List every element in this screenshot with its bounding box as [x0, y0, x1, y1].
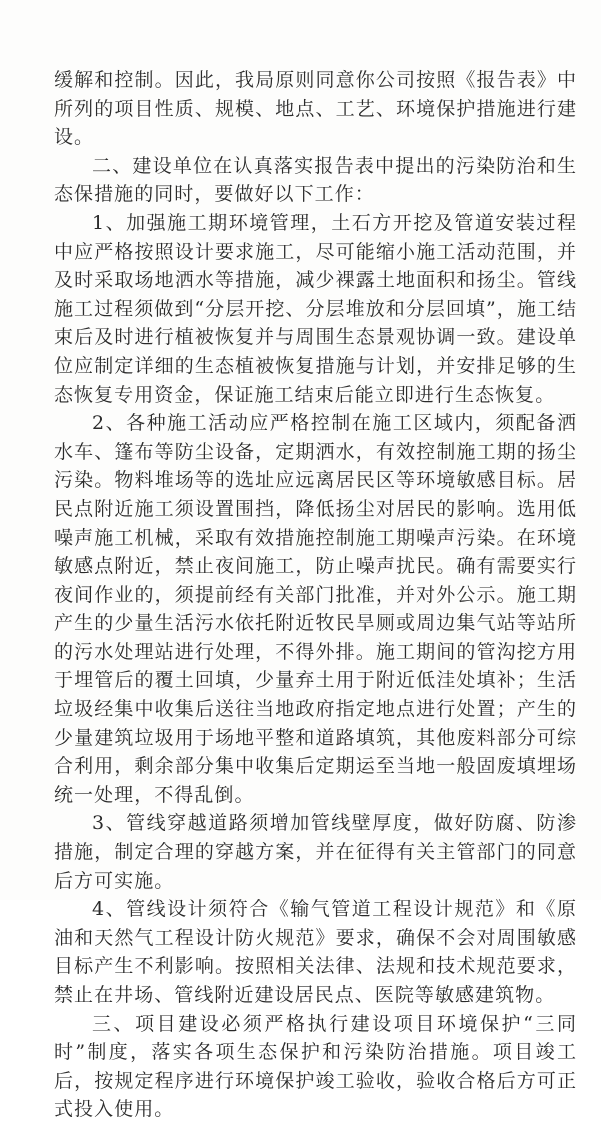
paragraph-item-2: 2、各种施工活动应严格控制在施工区域内，须配备洒水车、篷布等防尘设备，定期洒水，有效控制施工期的扬尘污染。物料堆场等的选址应远离居民区等环境敏感目标。居民点附近施工须设置围挡，降低扬尘对居民的影响。选用低噪声施工机械，采取有效措施控制施工期噪声污染。在环境敏感点附近，禁止夜间施工，防止噪声扰民。确有需要实行夜间作业的，须提前经有关部门批准，并对外公示。施工期产生的少量生活污水依托附近牧民旱厕或周边集气站等站所的污水处理站进行处理，不得外排。施工期间的管沟挖方用于埋管后的覆土回填，少量弃土用于附近低洼处填补；生活垃圾经集中收集后送往当地政府指定地点进行处置；产生的少量建筑垃圾用于场地平整和道路填筑，其他废料部分可综合利用，剩余部分集中收集后定期运至当地一般固废填埋场统一处理，不得乱倒。	[54, 412, 577, 806]
paragraph-item-3: 3、管线穿越道路须增加管线壁厚度，做好防腐、防渗措施，制定合理的穿越方案，并在征得有关主管部门的同意后方可实施。	[54, 812, 577, 892]
paragraph-section-three: 三、项目建设必须严格执行建设项目环境保护“三同时”制度，落实各项生态保护和污染防治措施。项目竣工后，按规定程序进行环境保护竣工验收，验收合格后方可正式投入使用。	[54, 1012, 577, 1121]
paragraph-section-two: 二、建设单位在认真落实报告表中提出的污染防治和生态保措施的同时，要做好以下工作：	[54, 154, 577, 206]
paragraph-item-4: 4、管线设计须符合《输气管道工程设计规范》和《原油和天然气工程设计防火规范》要求，确保不会对周围敏感目标产生不利影响。按照相关法律、法规和技术规范要求，禁止在井场、管线附近建设居民点、医院等敏感建筑物。	[54, 898, 577, 1006]
paragraph-item-1: 1、加强施工期环境管理，土石方开挖及管道安装过程中应严格按照设计要求施工，尽可能缩小施工活动范围，并及时采取场地洒水等措施，减少裸露土地面积和扬尘。管线施工过程须做到“分层开挖、分层堆放和分层回填”，施工结束后及时进行植被恢复并与周围生态景观协调一致。建设单位应制定详细的生态植被恢复措施与计划，并安排足够的生态恢复专用资金，保证施工结束后能立即进行生态恢复。	[54, 211, 577, 406]
paragraph-continuation: 缓解和控制。因此，我局原则同意你公司按照《报告表》中所列的项目性质、规模、地点、工艺、环境保护措施进行建设。	[54, 69, 577, 149]
